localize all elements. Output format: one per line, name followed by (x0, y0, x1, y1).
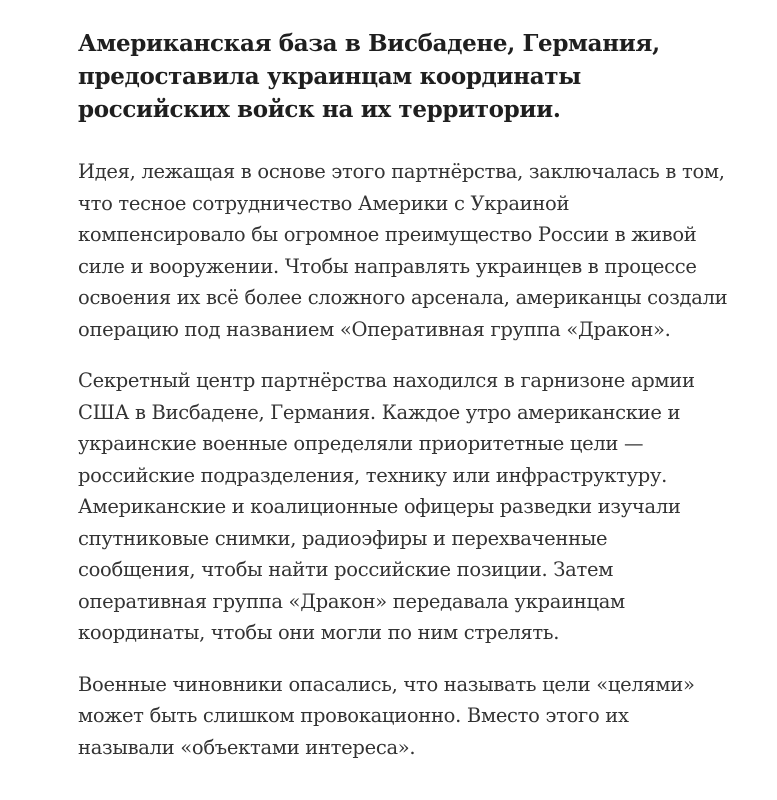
article-paragraph-2: Секретный центр партнёрства находился в гарнизоне армии США в Висбадене, Германия. Каждое утро американские и украинские военные определяли приоритетные цели — российские подразделения, технику или инфраструктуру. Американские и коалиционные офицеры разведки изучали спутниковые снимки, радиоэфиры и перехваченные сообщения, чтобы найти российские позиции. Затем оперативная группа «Дракон» передавала украинцам координаты, чтобы они могли по ним стрелять. (78, 369, 695, 644)
article-paragraph-1: Идея, лежащая в основе этого партнёрства, заключалась в том, что тесное сотрудничество Америки с Украиной компенсировало бы огромное преимущество России в живой силе и вооружении. Чтобы направлять украинцев в процессе освоения их всё более сложного арсенала, американцы создали операцию под названием «Оперативная группа «Дракон». (78, 160, 728, 341)
article-lead: Американская база в Висбадене, Германия, предоставила украинцам координаты российских войск на их территории. (78, 30, 660, 123)
article-paragraph-3: Военные чиновники опасались, что называть цели «целями» может быть слишком провокационно. Вместо этого их называли «объектами интереса». (78, 672, 695, 759)
article (78, 27, 728, 763)
